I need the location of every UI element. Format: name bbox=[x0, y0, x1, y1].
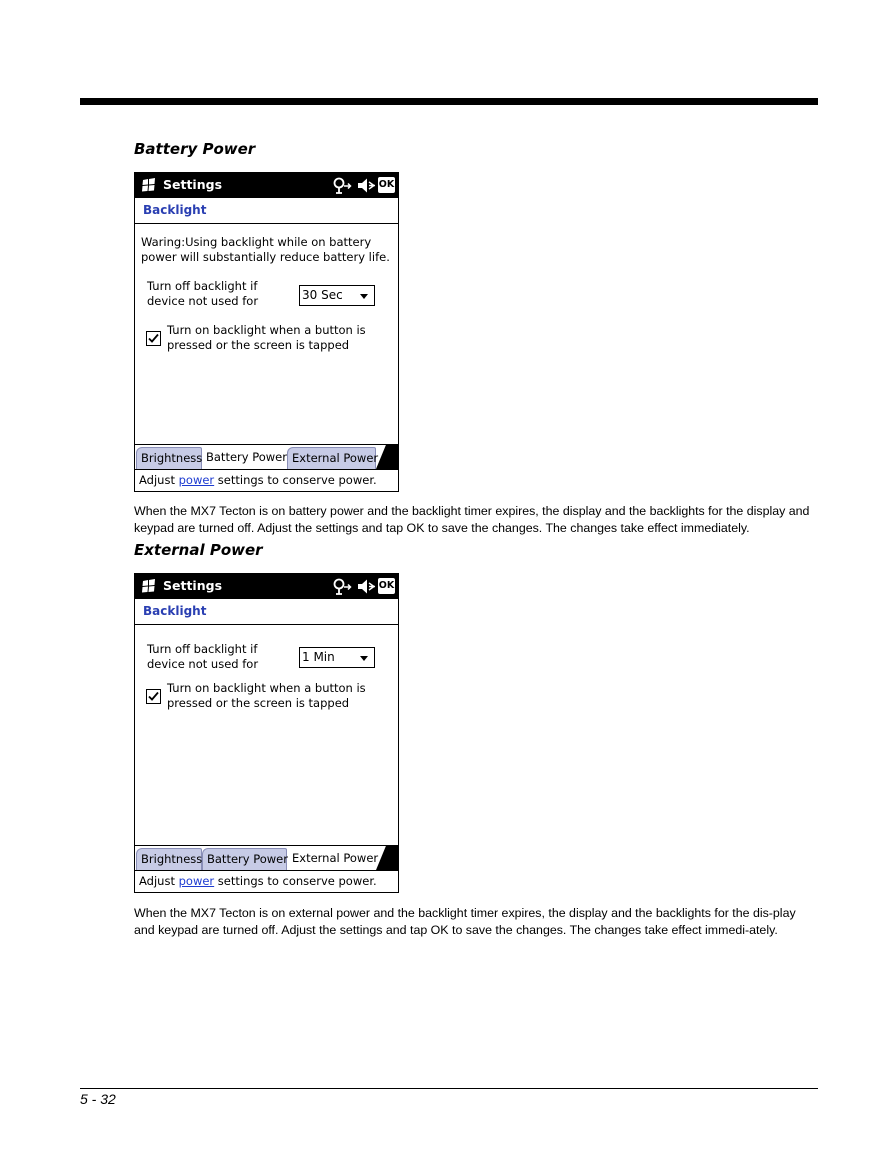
chevron-down-icon[interactable] bbox=[360, 294, 368, 299]
status-text bbox=[139, 874, 377, 888]
ok-button[interactable]: OK bbox=[378, 578, 395, 594]
windows-start-icon[interactable] bbox=[141, 579, 156, 593]
battery-power-paragraph: When the MX7 Tecton is on battery power and the backlight timer expires, the display and the backlights for the display and keypad are turned off. Adjust the settings and tap OK to save the changes. The changes take effect immediately. bbox=[134, 504, 810, 535]
header-divider bbox=[135, 223, 398, 224]
status-suffix: settings to conserve power. bbox=[214, 874, 377, 888]
section-heading-battery: Battery Power bbox=[134, 140, 256, 158]
chevron-down-icon[interactable] bbox=[360, 656, 368, 661]
settings-screen-battery bbox=[134, 172, 399, 492]
windows-start-icon[interactable] bbox=[141, 178, 156, 192]
checkmark-icon bbox=[148, 691, 159, 702]
settings-screen-external bbox=[134, 573, 399, 893]
tab-corner bbox=[376, 846, 398, 870]
backlight-on-tap-checkbox[interactable] bbox=[146, 689, 161, 704]
status-text bbox=[139, 473, 377, 487]
status-prefix: Adjust bbox=[139, 874, 179, 888]
tab-brightness[interactable]: Brightness bbox=[136, 848, 202, 870]
top-rule bbox=[80, 98, 818, 105]
checkbox-label: Turn on backlight when a button is pressed or the screen is tapped bbox=[167, 323, 366, 352]
ok-button[interactable]: OK bbox=[378, 177, 395, 193]
status-divider bbox=[135, 469, 398, 470]
tab-strip bbox=[135, 845, 398, 871]
timeout-dropdown-value: 1 Min bbox=[302, 650, 335, 664]
tab-brightness[interactable]: Brightness bbox=[136, 447, 202, 469]
turnoff-label: Turn off backlight if device not used for bbox=[147, 642, 259, 671]
section-heading-external: External Power bbox=[134, 541, 263, 559]
checkmark-icon bbox=[148, 333, 159, 344]
title-bar bbox=[135, 574, 398, 599]
footer-rule bbox=[80, 1088, 818, 1089]
power-link[interactable]: power bbox=[178, 473, 215, 487]
tab-external-power[interactable]: External Power bbox=[288, 848, 378, 870]
checkbox-label: Turn on backlight when a button is pressed or the screen is tapped bbox=[167, 681, 366, 710]
backlight-on-tap-checkbox[interactable] bbox=[146, 331, 161, 346]
tab-battery-power[interactable]: Battery Power bbox=[202, 848, 287, 870]
connectivity-icon[interactable] bbox=[332, 578, 352, 595]
battery-warning-text: Waring:Using backlight while on battery power will substantially reduce battery life. bbox=[141, 235, 390, 264]
backlight-header: Backlight bbox=[143, 604, 207, 618]
connectivity-icon[interactable] bbox=[332, 177, 352, 194]
timeout-dropdown-value: 30 Sec bbox=[302, 288, 343, 302]
timeout-dropdown[interactable] bbox=[299, 285, 375, 306]
timeout-dropdown[interactable] bbox=[299, 647, 375, 668]
power-link[interactable]: power bbox=[178, 874, 215, 888]
header-divider bbox=[135, 624, 398, 625]
status-divider bbox=[135, 870, 398, 871]
status-suffix: settings to conserve power. bbox=[214, 473, 377, 487]
app-title: Settings bbox=[163, 578, 223, 593]
tab-corner bbox=[376, 445, 398, 469]
page-number: 5 - 32 bbox=[80, 1091, 116, 1107]
tab-battery-power[interactable]: Battery Power bbox=[202, 447, 286, 469]
volume-muted-icon[interactable] bbox=[356, 177, 376, 194]
volume-muted-icon[interactable] bbox=[356, 578, 376, 595]
turnoff-label: Turn off backlight if device not used for bbox=[147, 279, 259, 308]
status-prefix: Adjust bbox=[139, 473, 179, 487]
title-bar bbox=[135, 173, 398, 198]
tab-external-power[interactable]: External Power bbox=[287, 447, 376, 469]
tab-strip bbox=[135, 444, 398, 470]
app-title: Settings bbox=[163, 177, 223, 192]
external-power-paragraph: When the MX7 Tecton is on external power and the backlight timer expires, the display and the backlights for the dis-play and keypad are turned off. Adjust the settings and tap OK to save the changes. The changes take effect immedi-ately. bbox=[134, 906, 796, 937]
backlight-header: Backlight bbox=[143, 203, 207, 217]
